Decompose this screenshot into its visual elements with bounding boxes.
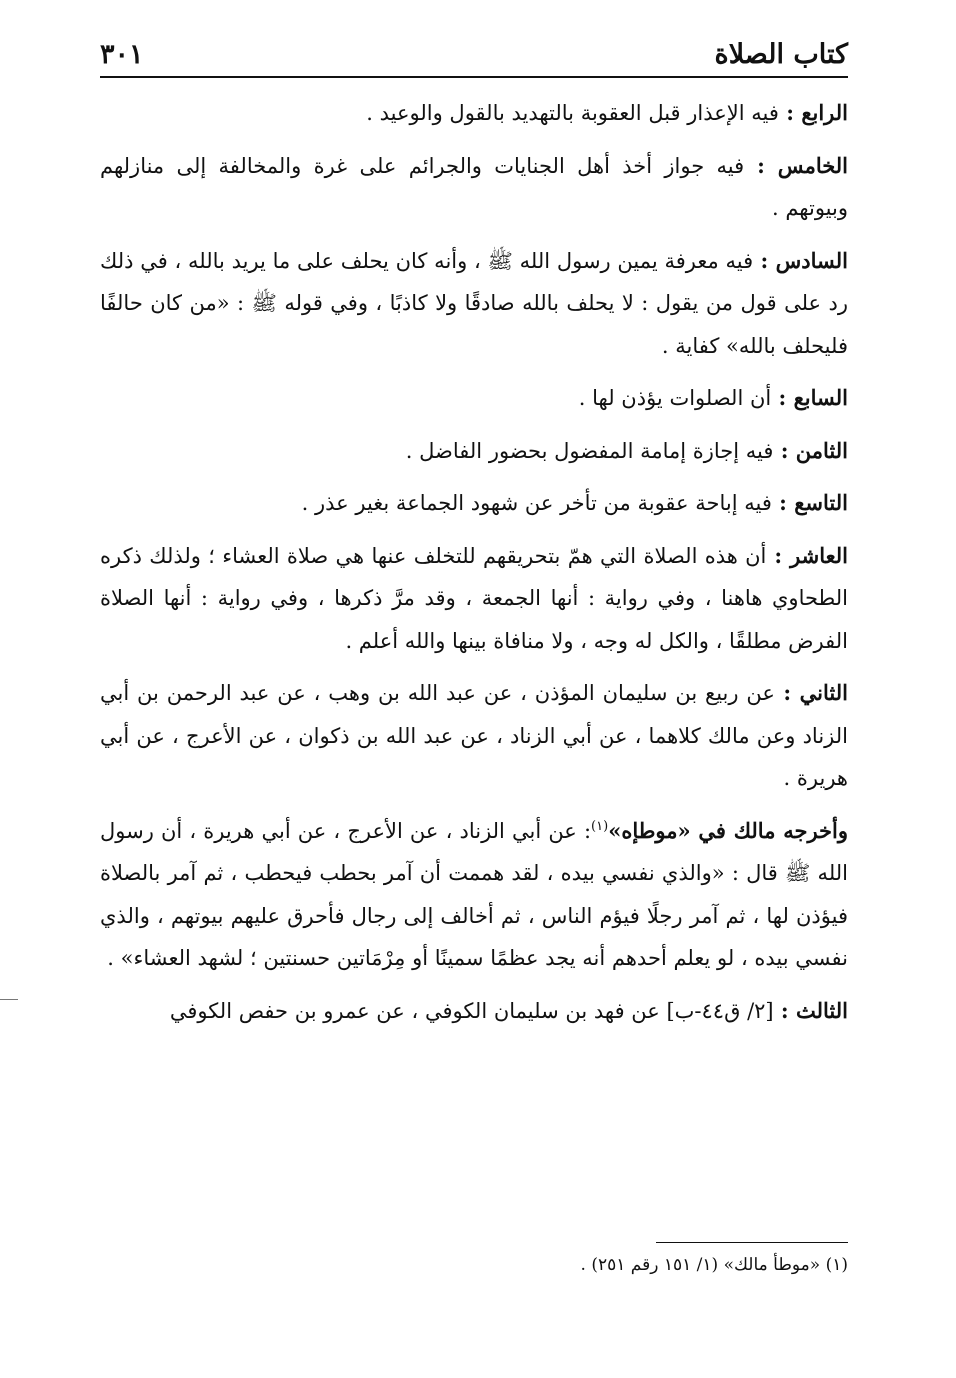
body-text: [100, 92, 848, 1042]
heading-colon: :: [771, 385, 794, 410]
heading-colon: :: [753, 247, 776, 273]
point-heading: الثاني: [799, 680, 848, 705]
hadith-third-chain: [100, 990, 848, 1033]
point-heading: السادس: [775, 247, 849, 273]
page-number: ٣٠١: [100, 39, 144, 70]
heading-colon: :: [744, 152, 778, 178]
heading-colon: :: [778, 100, 802, 125]
point-text: فيه الإعذار قبل العقوبة بالتهديد بالقول والوعيد .: [366, 101, 779, 125]
point-tenth: [100, 535, 848, 663]
point-text: فيه جواز أخذ أهل الجنايات والجرائم على غرة والمخالفة إلى منازلهم وبيوتهم .: [100, 153, 848, 220]
point-heading: الثامن: [795, 437, 848, 463]
point-eighth: [100, 430, 848, 473]
point-seventh: [100, 377, 848, 420]
point-fourth: [100, 92, 848, 135]
muwatta-heading: وأخرجه مالك في «موطإه»: [608, 817, 848, 843]
point-text: أن هذه الصلاة التي همّ بتحريقهم للتخلف عنها هي صلاة العشاء ؛ ولذلك ذكره الطحاوي هاهنا ، وفي رواية : أنها الجمعة ، وقد مرَّ ذكرها ، وفي رواية : أنها الصلاة الفرض مطلقًا ، والكل له وجه ، ولا منافاة بينها والله أعلم .: [100, 543, 848, 653]
point-text: فيه إجازة إمامة المفضول بحضور الفاضل .: [405, 438, 774, 463]
point-text: فيه معرفة يمين رسول الله ﷺ ، وأنه كان يحلف على ما يريد بالله ، في ذلك رد على قول من يقول : لا يحلف بالله صادقًا ولا كاذبًا ، وفي قوله ﷺ : «من كان حالفًا فليحلف بالله» كفاية .: [100, 248, 848, 358]
footnote-rule: [656, 1242, 848, 1243]
heading-colon: :: [771, 490, 795, 515]
header-rule: [100, 76, 848, 78]
hadith-second-chain: [100, 672, 848, 800]
heading-colon: :: [774, 680, 800, 705]
muwatta-text: : عن أبي الزناد ، عن الأعرج ، عن أبي هريرة ، أن رسول الله ﷺ قال : «والذي نفسي بيده ، لقد هممت أن آمر بحطب فيحطب ، ثم آمر بالصلاة فيؤذن لها ، ثم آمر رجلًا فيؤم الناس ، ثم أخالف إلى رجال فأحرق عليهم بيوتهم ، والذي نفسي بيده ، لو يعلم أحدهم أنه يجد عظمًا سمينًا أو مِرْمَاتين حسنتين ؛ لشهد العشاء» .: [100, 818, 848, 970]
point-text: [٢/ ق٤٤-ب] عن فهد بن سليمان الكوفي ، عن عمرو بن حفص الكوفي: [169, 998, 774, 1023]
page-header: [100, 22, 848, 70]
point-heading: الثالث: [796, 997, 848, 1023]
point-text: فيه إباحة عقوبة من تأخر عن شهود الجماعة بغير عذر .: [301, 491, 772, 515]
margin-mark: [0, 999, 18, 1000]
point-heading: الخامس: [777, 152, 849, 178]
heading-colon: :: [766, 542, 791, 568]
point-sixth: [100, 240, 848, 368]
heading-colon: :: [773, 997, 796, 1023]
point-heading: التاسع: [794, 490, 848, 515]
point-text: عن ربيع بن سليمان المؤذن ، عن عبد الله بن وهب ، عن عبد الرحمن بن أبي الزناد وعن مالك كلاهما ، عن أبي الزناد ، عن عبد الله بن ذكوان ، عن الأعرج ، عن أبي هريرة .: [100, 681, 848, 790]
point-heading: السابع: [793, 385, 848, 410]
point-text: أن الصلوات يؤذن لها .: [578, 386, 772, 410]
point-heading: العاشر: [790, 542, 849, 568]
footnote-reference[interactable]: (١): [591, 818, 609, 834]
muwatta-paragraph: [100, 810, 848, 980]
running-title: كتاب الصلاة: [714, 39, 848, 70]
point-fifth: [100, 145, 848, 230]
point-heading: الرابع: [801, 100, 848, 125]
point-ninth: [100, 482, 848, 525]
heading-colon: :: [773, 437, 796, 463]
footnote: (١) «موطأ مالك» (١/ ١٥١ رقم ٢٥١) .: [580, 1255, 848, 1275]
